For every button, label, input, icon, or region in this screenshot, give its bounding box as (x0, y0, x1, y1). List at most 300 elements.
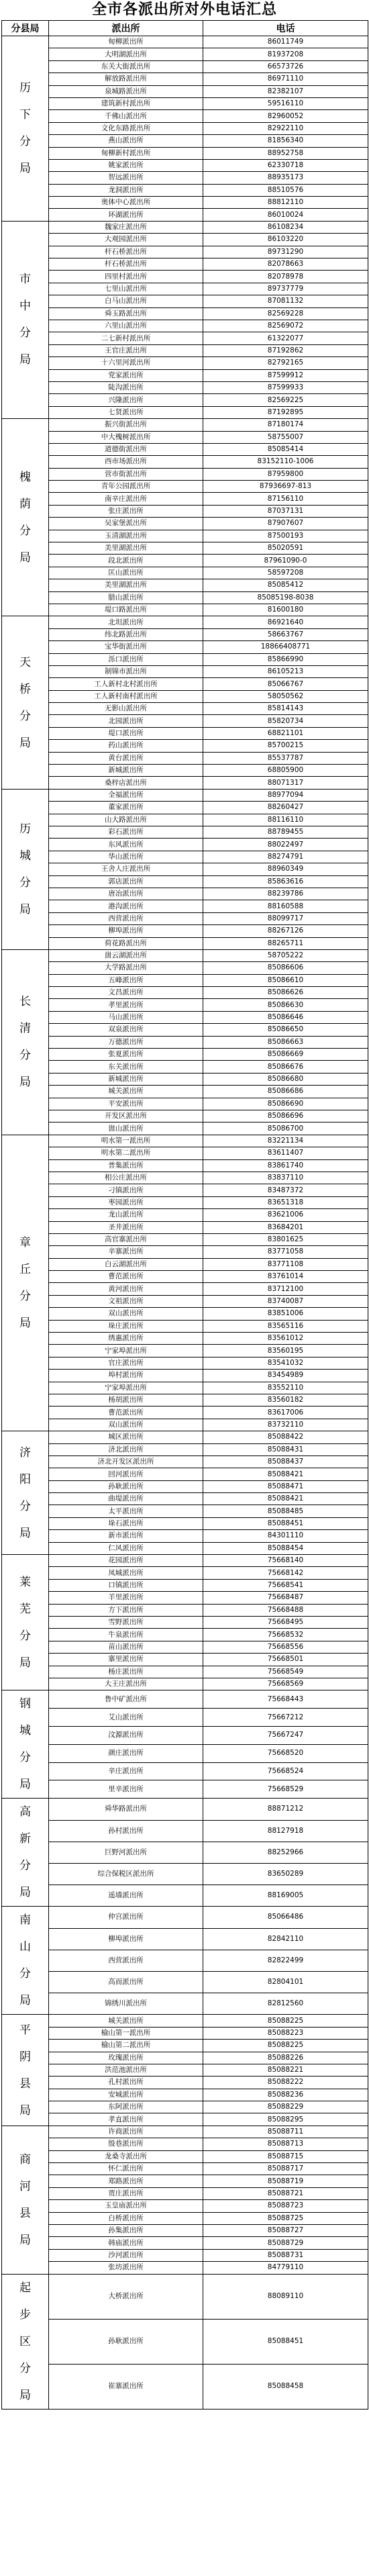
table-row (2, 851, 368, 863)
station-phone: 82822499 (203, 1950, 368, 1971)
table-row (2, 1295, 368, 1307)
table-row (2, 394, 368, 406)
table-row (2, 2027, 368, 2039)
station-name: 泉城路派出所 (49, 85, 203, 97)
table-row (2, 1061, 368, 1073)
station-name: 辛庄派出所 (49, 1762, 203, 1780)
station-name: 王官庄派出所 (49, 344, 203, 356)
station-phone: 85088431 (203, 1443, 368, 1456)
table-row (2, 1246, 368, 1258)
station-name: 回河派出所 (49, 1468, 203, 1480)
header-row (2, 21, 368, 36)
station-name: 甸柳派出所 (49, 36, 203, 48)
station-phone: 85088719 (203, 2175, 368, 2187)
station-name: 大明湖派出所 (49, 48, 203, 60)
station-phone: 87156110 (203, 493, 368, 505)
table-row (2, 431, 368, 443)
table-row (2, 937, 368, 949)
station-name: 魏家庄派出所 (49, 221, 203, 233)
table-row (2, 1678, 368, 1690)
station-name: 美里湖派出所 (49, 542, 203, 555)
station-name: 大观园派出所 (49, 234, 203, 246)
station-name: 凤城派出所 (49, 1567, 203, 1579)
table-row (2, 2138, 368, 2150)
station-phone: 88160588 (203, 900, 368, 912)
station-name: 彩石派出所 (49, 826, 203, 839)
station-phone: 85088295 (203, 2113, 368, 2126)
station-phone: 88952758 (203, 147, 368, 159)
station-name: 锦绣川派出所 (49, 1993, 203, 2015)
station-phone: 82842110 (203, 1928, 368, 1950)
station-name: 城关派出所 (49, 1086, 203, 1098)
station-name: 工人新村北村派出所 (49, 678, 203, 690)
table-row (2, 1147, 368, 1159)
station-phone: 88071317 (203, 777, 368, 789)
station-phone: 66573726 (203, 60, 368, 73)
station-name: 全福派出所 (49, 789, 203, 801)
station-name: 建筑新村派出所 (49, 97, 203, 109)
table-row (2, 2015, 368, 2027)
station-phone: 85066486 (203, 1907, 368, 1928)
station-name: 张夏派出所 (49, 1049, 203, 1061)
station-name: 太平派出所 (49, 1505, 203, 1517)
table-row (2, 1233, 368, 1245)
station-name: 宁家埠派出所 (49, 1382, 203, 1394)
station-name: 张坊派出所 (49, 2262, 203, 2274)
station-name: 巨野河派出所 (49, 1842, 203, 1863)
station-name: 花园派出所 (49, 1555, 203, 1567)
table-row (2, 481, 368, 493)
station-phone: 58755007 (203, 431, 368, 443)
station-phone: 88960349 (203, 863, 368, 875)
station-name: 开发区派出所 (49, 1110, 203, 1122)
station-phone: 68805900 (203, 765, 368, 777)
station-phone: 75667212 (203, 1709, 368, 1727)
station-phone: 85088451 (203, 1517, 368, 1529)
station-name: 崮山派出所 (49, 1123, 203, 1135)
table-row (2, 999, 368, 1011)
phone-directory-table (1, 20, 368, 2410)
station-name: 西市场派出所 (49, 456, 203, 468)
table-row (2, 369, 368, 381)
station-phone: 85088421 (203, 1493, 368, 1505)
station-phone: 75668569 (203, 1678, 368, 1690)
station-phone: 85088458 (203, 2364, 368, 2409)
station-phone: 85088471 (203, 1480, 368, 1492)
station-phone: 82812560 (203, 1993, 368, 2015)
station-phone: 85088226 (203, 2052, 368, 2064)
table-row (2, 1221, 368, 1233)
station-name: 无影山派出所 (49, 703, 203, 715)
station-name: 绣惠派出所 (49, 1333, 203, 1345)
station-name: 舜玉路派出所 (49, 307, 203, 320)
table-row (2, 839, 368, 851)
table-row (2, 1555, 368, 1567)
station-phone: 83617006 (203, 1406, 368, 1419)
table-row (2, 1086, 368, 1098)
station-name: 汶源派出所 (49, 1727, 203, 1745)
station-name: 北园派出所 (49, 715, 203, 727)
table-row (2, 1308, 368, 1320)
table-row (2, 1382, 368, 1394)
station-name: 苗山派出所 (49, 1641, 203, 1653)
station-phone: 83560182 (203, 1394, 368, 1406)
table-row (2, 1357, 368, 1369)
station-phone: 82922110 (203, 122, 368, 134)
station-name: 圣井派出所 (49, 1221, 203, 1233)
station-phone: 82792165 (203, 357, 368, 369)
station-name: 鲁中矿派出所 (49, 1690, 203, 1709)
station-name: 大王庄派出所 (49, 1678, 203, 1690)
table-row (2, 974, 368, 986)
table-row (2, 2163, 368, 2175)
table-row (2, 740, 368, 752)
table-row (2, 1971, 368, 1993)
station-name: 垛石派出所 (49, 1517, 203, 1529)
station-phone: 82078663 (203, 258, 368, 271)
district-cell (2, 1555, 49, 1690)
station-phone: 85088225 (203, 2015, 368, 2027)
station-phone: 88274791 (203, 851, 368, 863)
station-name: 黄河派出所 (49, 1283, 203, 1295)
station-phone: 81600180 (203, 604, 368, 616)
station-name: 榆山第二派出所 (49, 2040, 203, 2052)
station-name: 环湖派出所 (49, 209, 203, 221)
district-cell (2, 789, 49, 949)
table-row (2, 925, 368, 937)
station-name: 新城派出所 (49, 765, 203, 777)
station-phone: 83851006 (203, 1308, 368, 1320)
table-row (2, 703, 368, 715)
table-row (2, 863, 368, 875)
table-row (2, 2187, 368, 2199)
station-phone: 83611407 (203, 1147, 368, 1159)
station-phone: 75668524 (203, 1762, 368, 1780)
station-name: 堤口路派出所 (49, 604, 203, 616)
station-phone: 83565116 (203, 1320, 368, 1332)
table-row (2, 1283, 368, 1295)
station-phone: 85088421 (203, 1468, 368, 1480)
table-row (2, 1799, 368, 1820)
station-phone: 85086680 (203, 1073, 368, 1085)
table-row (2, 1431, 368, 1443)
district-name: 高新分局 (19, 1805, 31, 1900)
table-row (2, 1690, 368, 1709)
table-row (2, 1530, 368, 1542)
table-row (2, 715, 368, 727)
station-name: 党家派出所 (49, 369, 203, 381)
header-station: 派出所 (49, 21, 203, 36)
table-row (2, 209, 368, 221)
station-phone: 87936697-813 (203, 481, 368, 493)
station-name: 药山派出所 (49, 740, 203, 752)
station-phone: 87192862 (203, 344, 368, 356)
station-name: 许商派出所 (49, 2126, 203, 2138)
station-phone: 89731290 (203, 246, 368, 258)
station-name: 玉清湖派出所 (49, 530, 203, 542)
station-name: 杆石桥派出所 (49, 246, 203, 258)
station-name: 柳埠派出所 (49, 1928, 203, 1950)
station-name: 郑路派出所 (49, 2175, 203, 2187)
station-name: 黄台派出所 (49, 752, 203, 764)
station-name: 龙山派出所 (49, 1209, 203, 1221)
table-row (2, 591, 368, 604)
station-phone: 85066767 (203, 678, 368, 690)
station-phone: 87599912 (203, 369, 368, 381)
station-name: 七里山派出所 (49, 283, 203, 295)
station-phone: 87961090-0 (203, 555, 368, 567)
station-name: 甸柳新村派出所 (49, 147, 203, 159)
station-phone: 85088223 (203, 2027, 368, 2039)
station-phone: 75668520 (203, 1744, 368, 1762)
table-row (2, 875, 368, 888)
table-row (2, 1542, 368, 1554)
station-phone: 85537787 (203, 752, 368, 764)
station-phone: 85086646 (203, 1011, 368, 1023)
table-row (2, 381, 368, 393)
district-name: 商河县局 (19, 2152, 31, 2247)
station-name: 陡沟派出所 (49, 381, 203, 393)
station-phone: 85088485 (203, 1505, 368, 1517)
station-phone: 85085412 (203, 579, 368, 591)
station-phone: 87907607 (203, 518, 368, 530)
station-name: 里辛派出所 (49, 1780, 203, 1799)
station-phone: 85085414 (203, 443, 368, 455)
table-row (2, 419, 368, 431)
station-name: 宝华街派出所 (49, 641, 203, 653)
table-row (2, 85, 368, 97)
station-name: 高官寨派出所 (49, 1233, 203, 1245)
station-phone: 85088715 (203, 2150, 368, 2162)
district-cell (2, 2015, 49, 2126)
table-row (2, 2113, 368, 2126)
table-row (2, 1654, 368, 1666)
table-row (2, 1480, 368, 1492)
station-phone: 59516110 (203, 97, 368, 109)
station-phone: 83487372 (203, 1184, 368, 1196)
table-row (2, 1517, 368, 1529)
station-name: 东阿派出所 (49, 2101, 203, 2113)
table-row (2, 1394, 368, 1406)
station-phone: 75668140 (203, 1555, 368, 1567)
table-row (2, 530, 368, 542)
station-phone: 87192895 (203, 406, 368, 418)
station-name: 奥体中心派出所 (49, 197, 203, 209)
directory-body (2, 36, 368, 2410)
station-phone: 85088225 (203, 2040, 368, 2052)
table-row (2, 1709, 368, 1727)
station-phone: 85088221 (203, 2064, 368, 2076)
table-row (2, 567, 368, 579)
station-name: 二七新村派出所 (49, 332, 203, 344)
station-name: 崮云湖派出所 (49, 949, 203, 961)
district-cell (2, 1135, 49, 1431)
station-name: 杨庄派出所 (49, 1666, 203, 1678)
table-row (2, 2319, 368, 2364)
station-phone: 83560195 (203, 1345, 368, 1357)
station-name: 明水第一派出所 (49, 1135, 203, 1147)
station-name: 东关派出所 (49, 1061, 203, 1073)
table-row (2, 505, 368, 517)
station-phone: 83861740 (203, 1159, 368, 1172)
station-phone: 88812110 (203, 197, 368, 209)
station-phone: 88099717 (203, 912, 368, 924)
station-name: 白桥派出所 (49, 2212, 203, 2224)
table-row (2, 1842, 368, 1863)
table-row (2, 1123, 368, 1135)
table-row (2, 900, 368, 912)
station-name: 济北开发区派出所 (49, 1456, 203, 1468)
station-name: 孙耿派出所 (49, 1480, 203, 1492)
station-phone: 82569072 (203, 320, 368, 332)
table-row (2, 1196, 368, 1208)
station-name: 山大路派出所 (49, 814, 203, 826)
station-name: 枣园派出所 (49, 1196, 203, 1208)
station-phone: 82569225 (203, 394, 368, 406)
station-phone: 58705222 (203, 949, 368, 961)
station-name: 五峰派出所 (49, 974, 203, 986)
station-phone: 85088451 (203, 2319, 368, 2364)
station-name: 道德街派出所 (49, 443, 203, 455)
station-phone: 83684201 (203, 1221, 368, 1233)
station-name: 匡山派出所 (49, 567, 203, 579)
station-phone: 88267126 (203, 925, 368, 937)
table-row (2, 2101, 368, 2113)
station-phone: 58597208 (203, 567, 368, 579)
station-name: 遥墙派出所 (49, 1885, 203, 1907)
header-district: 分县局 (2, 21, 49, 36)
district-name: 长清分局 (19, 995, 31, 1090)
table-row (2, 468, 368, 480)
station-name: 文祖派出所 (49, 1295, 203, 1307)
station-name: 白云湖派出所 (49, 1258, 203, 1270)
table-row (2, 2150, 368, 2162)
station-name: 荷花路派出所 (49, 937, 203, 949)
station-name: 千佛山派出所 (49, 110, 203, 122)
station-name: 六里山派出所 (49, 320, 203, 332)
station-phone: 83801625 (203, 1233, 368, 1245)
table-row (2, 628, 368, 640)
station-name: 港沟派出所 (49, 900, 203, 912)
table-row (2, 518, 368, 530)
table-row (2, 1320, 368, 1332)
station-name: 宁家埠派出所 (49, 1345, 203, 1357)
station-phone: 83712100 (203, 1283, 368, 1295)
station-name: 高而派出所 (49, 1971, 203, 1993)
station-phone: 81856340 (203, 135, 368, 147)
district-name: 平阴县局 (19, 2023, 31, 2117)
station-name: 韩庙派出所 (49, 2237, 203, 2249)
table-row (2, 987, 368, 999)
table-row (2, 172, 368, 184)
table-row (2, 271, 368, 283)
table-row (2, 1345, 368, 1357)
station-phone: 83541032 (203, 1357, 368, 1369)
table-row (2, 1928, 368, 1950)
station-name: 艾山派出所 (49, 1709, 203, 1727)
table-row (2, 1184, 368, 1196)
station-phone: 85088222 (203, 2077, 368, 2089)
table-row (2, 36, 368, 48)
station-phone: 85086686 (203, 1086, 368, 1098)
station-phone: 62330718 (203, 159, 368, 171)
station-name: 段北派出所 (49, 555, 203, 567)
table-row (2, 1209, 368, 1221)
district-cell (2, 419, 49, 616)
station-name: 张庄派出所 (49, 505, 203, 517)
table-row (2, 777, 368, 789)
district-cell (2, 1690, 49, 1799)
station-phone: 75668142 (203, 1567, 368, 1579)
station-name: 仲宫派出所 (49, 1907, 203, 1928)
table-row (2, 814, 368, 826)
station-name: 智远派出所 (49, 172, 203, 184)
district-cell (2, 1799, 49, 1907)
station-phone: 85086630 (203, 999, 368, 1011)
table-row (2, 888, 368, 900)
station-name: 郭店派出所 (49, 875, 203, 888)
station-phone: 86108234 (203, 221, 368, 233)
station-name: 普集派出所 (49, 1159, 203, 1172)
table-row (2, 1641, 368, 1653)
station-name: 辛寨派出所 (49, 1246, 203, 1258)
station-phone: 75668487 (203, 1592, 368, 1604)
station-name: 堤口派出所 (49, 727, 203, 739)
station-name: 曹范派出所 (49, 1271, 203, 1283)
station-name: 华山派出所 (49, 851, 203, 863)
table-row (2, 135, 368, 147)
station-phone: 87500193 (203, 530, 368, 542)
station-phone: 87959800 (203, 468, 368, 480)
station-name: 工人新村南村派出所 (49, 690, 203, 702)
district-name: 起步区分局 (19, 2281, 31, 2402)
station-name: 七贤派出所 (49, 406, 203, 418)
district-cell (2, 949, 49, 1135)
station-phone: 85086676 (203, 1061, 368, 1073)
table-row (2, 555, 368, 567)
table-row (2, 159, 368, 171)
station-phone: 86105213 (203, 665, 368, 677)
table-row (2, 2175, 368, 2187)
station-phone: 75668495 (203, 1617, 368, 1629)
station-phone: 86971110 (203, 73, 368, 85)
table-row (2, 2364, 368, 2409)
station-name: 孔村派出所 (49, 2077, 203, 2089)
station-name: 吴家堡派出所 (49, 518, 203, 530)
station-phone: 85088731 (203, 2249, 368, 2261)
station-phone: 82382107 (203, 85, 368, 97)
station-name: 解放路派出所 (49, 73, 203, 85)
station-name: 兴隆派出所 (49, 394, 203, 406)
station-name: 杆石桥派出所 (49, 258, 203, 271)
station-phone: 85088454 (203, 1542, 368, 1554)
table-row (2, 962, 368, 974)
station-name: 口镇派出所 (49, 1579, 203, 1591)
station-name: 曲堤派出所 (49, 1493, 203, 1505)
station-name: 北坦派出所 (49, 616, 203, 628)
station-name: 综合保税区派出所 (49, 1863, 203, 1885)
station-phone: 83740087 (203, 1295, 368, 1307)
table-row (2, 678, 368, 690)
station-name: 颜庄派出所 (49, 1744, 203, 1762)
station-phone: 85814143 (203, 703, 368, 715)
table-row (2, 1370, 368, 1382)
station-phone: 88116110 (203, 814, 368, 826)
station-phone: 85086606 (203, 962, 368, 974)
table-row (2, 1950, 368, 1971)
station-phone: 58050562 (203, 690, 368, 702)
station-name: 腊山派出所 (49, 591, 203, 604)
